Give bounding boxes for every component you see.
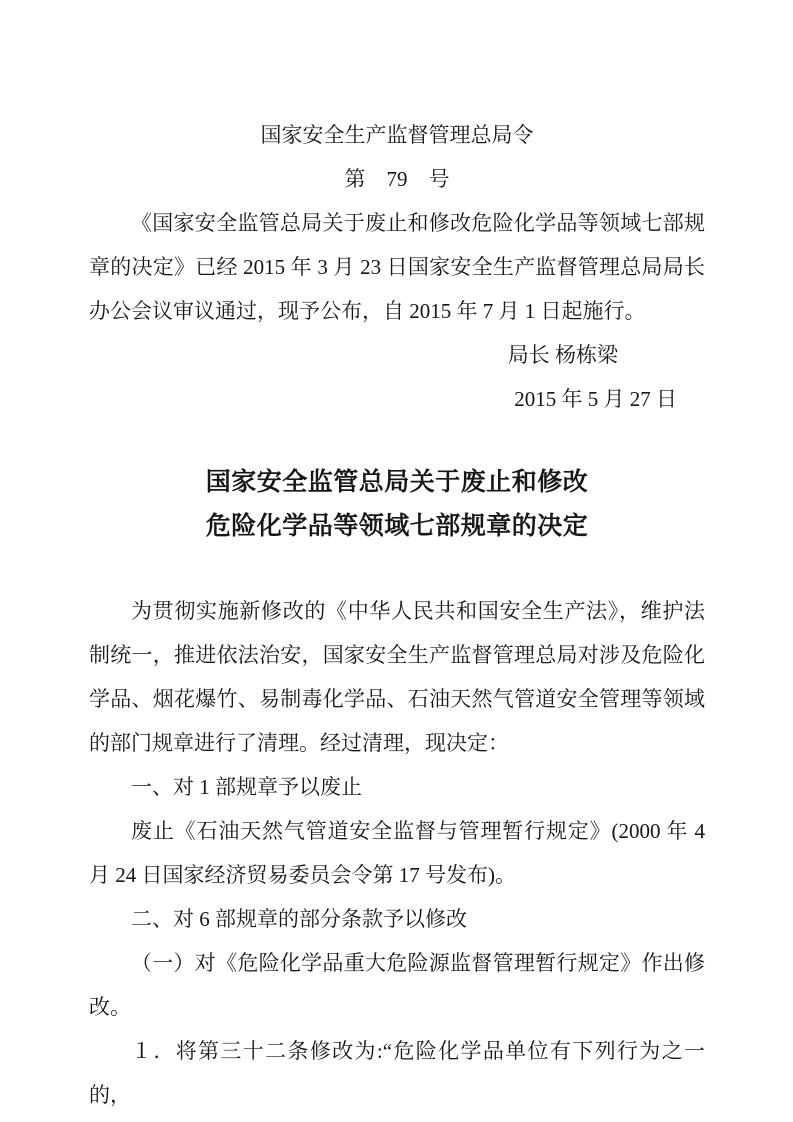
decision-title-line-1: 国家安全监管总局关于废止和修改	[205, 469, 589, 496]
decision-title-line-2: 危险化学品等领域七部规章的决定	[205, 513, 589, 540]
body-paragraph: 废止《石油天然气管道安全监督与管理暂行规定》(2000 年 4 月 24 日国家经济贸易委员会令第 17 号发布)。	[89, 819, 705, 887]
section-heading-repeal: 一、对 1 部规章予以废止	[131, 775, 362, 799]
intro-paragraph: 《国家安全监管总局关于废止和修改危险化学品等领域七部规章的决定》已经 2015 年 3 月 23 日国家安全生产监督管理总局局长办公会议审议通过，现予公布，自 2015 年 7 月 1 日起施行。	[89, 211, 705, 323]
body-paragraph: （一）对《危险化学品重大危险源监督管理暂行规定》作出修改。	[89, 951, 705, 1019]
issue-date: 2015 年 5 月 27 日	[514, 387, 677, 411]
order-number: 第 79 号	[344, 167, 450, 191]
document-title: 国家安全生产监督管理总局令	[260, 123, 534, 147]
section-heading-amend: 二、对 6 部规章的部分条款予以修改	[131, 907, 467, 931]
spacer	[89, 421, 705, 461]
body-paragraph: 为贯彻实施新修改的《中华人民共和国安全生产法》，维护法制统一，推进依法治安，国家安全生产监督管理总局对涉及危险化学品、烟花爆竹、易制毒化学品、石油天然气管道安全管理等领域的部门规章进行了清理。经过清理，现决定：	[89, 599, 705, 755]
body-paragraph: １．将第三十二条修改为:“危险化学品单位有下列行为之一的，	[89, 1039, 705, 1107]
signature-line: 局长 杨栋梁	[507, 343, 618, 367]
spacer	[89, 549, 705, 589]
